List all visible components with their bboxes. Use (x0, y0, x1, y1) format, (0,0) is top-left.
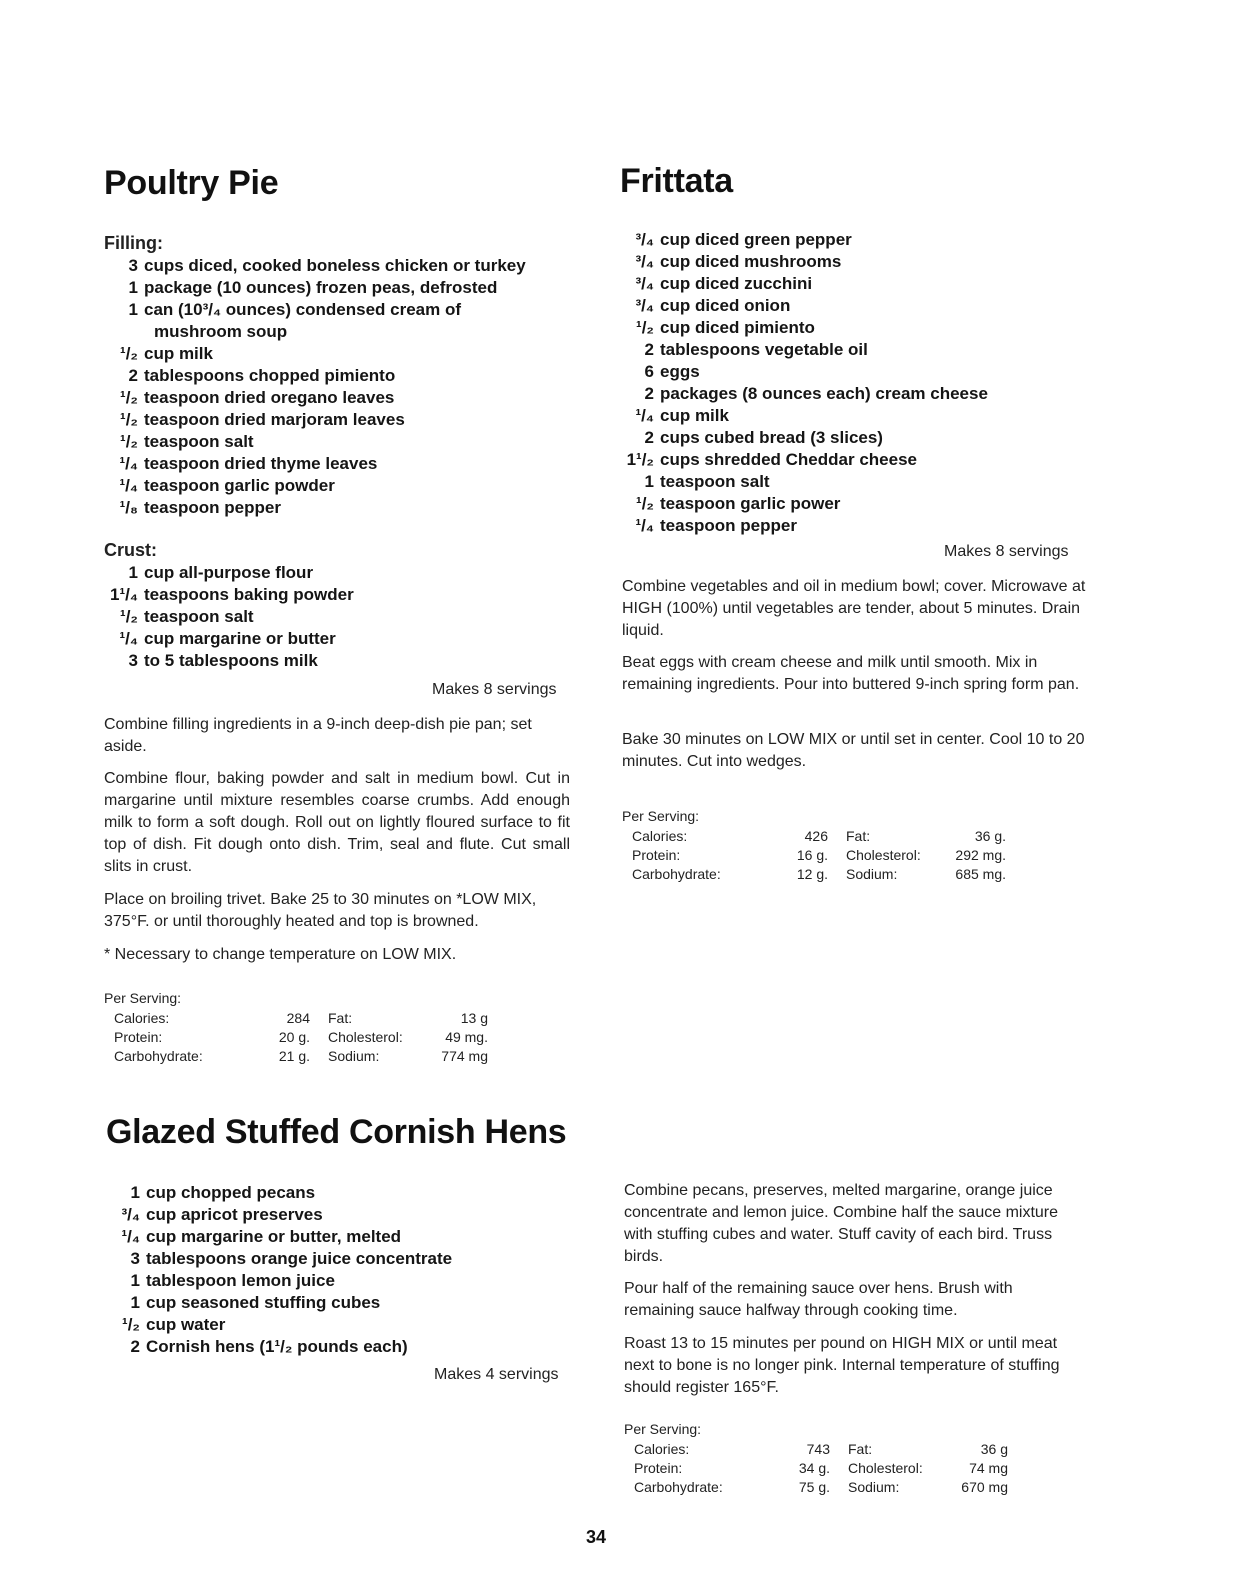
ingredient-item (104, 321, 526, 343)
nutrient-label: Calories: (114, 1010, 170, 1026)
ingredient-text: Cornish hens (1¹/₂ pounds each) (146, 1337, 408, 1356)
ingredient-item (106, 1314, 452, 1336)
ingredient-item (104, 431, 526, 453)
nutrient-value: 34 g. (798, 1460, 830, 1476)
frittata-nutrition (622, 807, 1006, 884)
ingredient-item (620, 251, 988, 273)
nutrient-label: Cholesterol: (328, 1029, 403, 1045)
ingredient-quantity: 2 (644, 428, 654, 447)
ingredient-quantity: ¹/₄ (119, 454, 138, 473)
cornish-hens-direction-2: Pour half of the remaining sauce over hens. Brush with remaining sauce halfway through cooking time. (624, 1280, 1013, 1319)
nutrition-row (632, 846, 1006, 865)
ingredient-text: teaspoon dried oregano leaves (144, 388, 395, 407)
ingredient-quantity: 1 (128, 300, 138, 319)
ingredient-text: cup apricot preserves (146, 1205, 323, 1224)
ingredient-quantity: 1 (644, 472, 654, 491)
nutrient-label: Fat: (846, 828, 871, 844)
ingredient-item (106, 1248, 452, 1270)
ingredient-item (620, 471, 988, 493)
ingredient-item (104, 365, 526, 387)
nutrient-value: 20 g. (278, 1029, 310, 1045)
ingredient-item (104, 584, 354, 606)
ingredient-quantity: 3 (130, 1249, 140, 1268)
nutrient-label: Cholesterol: (846, 847, 921, 863)
poultry-pie-footnote: * Necessary to change temperature on LOW MIX. (104, 946, 457, 963)
ingredient-text: cups shredded Cheddar cheese (660, 450, 917, 469)
ingredient-quantity: ¹/₂ (120, 388, 138, 407)
ingredient-quantity: ¹/₄ (635, 406, 654, 425)
ingredient-text: teaspoon pepper (660, 516, 797, 535)
nutrition-row (114, 1047, 488, 1066)
ingredient-quantity: ¹/₂ (122, 1315, 140, 1334)
cornish-hens-makes: Makes 4 servings (434, 1366, 559, 1383)
nutrient-label: Calories: (634, 1441, 690, 1457)
ingredient-text: teaspoon salt (144, 607, 254, 626)
ingredient-quantity: ³/₄ (635, 296, 654, 315)
ingredient-text: tablespoons vegetable oil (660, 340, 868, 359)
ingredient-quantity: 1 (128, 563, 138, 582)
ingredient-item (104, 606, 354, 628)
nutrition-row (114, 1009, 488, 1028)
nutrient-label: Protein: (634, 1460, 683, 1476)
nutrition-row (632, 827, 1006, 846)
poultry-pie-crust-list (104, 562, 354, 672)
nutrient-label: Calories: (632, 828, 688, 844)
ingredient-text: cup diced onion (660, 296, 791, 315)
poultry-pie-title: Poultry Pie (104, 164, 279, 202)
ingredient-item (620, 295, 988, 317)
ingredient-quantity: 3 (128, 651, 138, 670)
page-number: 34 (586, 1527, 607, 1547)
ingredient-text: eggs (660, 362, 700, 381)
nutrient-label: Fat: (848, 1441, 873, 1457)
cornish-hens-nutrition (624, 1420, 1008, 1497)
nutrient-label: Carbohydrate: (634, 1479, 723, 1495)
nutrient-label: Sodium: (846, 866, 898, 882)
ingredient-quantity: 1 (130, 1183, 140, 1202)
ingredient-quantity: 1 (130, 1271, 140, 1290)
frittata-ingredient-list (620, 229, 988, 537)
ingredient-text: teaspoon pepper (144, 498, 281, 517)
ingredient-item (620, 405, 988, 427)
nutrient-value: 75 g. (798, 1479, 830, 1495)
ingredient-item (620, 493, 988, 515)
nutrition-table (114, 1009, 488, 1066)
nutrient-value: 36 g (980, 1441, 1008, 1457)
ingredient-quantity: 1¹/₂ (626, 450, 654, 469)
ingredient-text: cup diced mushrooms (660, 252, 842, 271)
nutrient-value: 13 g (460, 1010, 488, 1026)
nutrient-value: 36 g. (974, 828, 1006, 844)
ingredient-quantity: 2 (644, 340, 654, 359)
ingredient-item (106, 1336, 452, 1358)
ingredient-text: teaspoon salt (144, 432, 254, 451)
nutrient-label: Protein: (114, 1029, 163, 1045)
ingredient-item (620, 449, 988, 471)
ingredient-text: teaspoon garlic powder (144, 476, 335, 495)
ingredient-text: tablespoons orange juice concentrate (146, 1249, 453, 1268)
ingredient-text: teaspoon dried marjoram leaves (144, 410, 405, 429)
ingredient-item (620, 427, 988, 449)
ingredient-quantity: ¹/₂ (120, 344, 138, 363)
ingredient-text: cup seasoned stuffing cubes (146, 1293, 381, 1312)
ingredient-quantity: ³/₄ (635, 252, 654, 271)
ingredient-item (620, 317, 988, 339)
ingredient-text: cup diced zucchini (660, 274, 813, 293)
ingredient-item (106, 1182, 452, 1204)
filling-label: Filling: (104, 233, 163, 253)
nutrient-value: 21 g. (278, 1048, 310, 1064)
ingredient-item (104, 343, 526, 365)
ingredient-text: cup chopped pecans (146, 1183, 316, 1202)
ingredient-item (104, 497, 526, 519)
ingredient-text: tablespoon lemon juice (146, 1271, 335, 1290)
ingredient-quantity: 1 (130, 1293, 140, 1312)
ingredient-text: teaspoons baking powder (144, 585, 354, 604)
ingredient-quantity: ³/₄ (635, 274, 654, 293)
nutrient-label: Fat: (328, 1010, 353, 1026)
ingredient-quantity: ¹/₄ (119, 629, 138, 648)
ingredient-quantity: ¹/₂ (636, 318, 654, 337)
nutrition-row (634, 1478, 1008, 1497)
ingredient-text: can (10³/₄ ounces) condensed cream of (144, 300, 462, 319)
nutrient-value: 16 g. (796, 847, 828, 863)
ingredient-text: cup margarine or butter (144, 629, 336, 648)
ingredient-quantity: ¹/₂ (120, 410, 138, 429)
nutrition-table (634, 1440, 1008, 1497)
ingredient-text: cup water (146, 1315, 226, 1334)
ingredient-quantity: 2 (130, 1337, 140, 1356)
ingredient-quantity: 1¹/₄ (110, 585, 138, 604)
ingredient-text: to 5 tablespoons milk (144, 651, 318, 670)
ingredient-item (104, 453, 526, 475)
nutrition-header: Per Serving: (104, 990, 182, 1006)
nutrient-value: 743 (806, 1441, 830, 1457)
ingredient-quantity: ¹/₄ (119, 476, 138, 495)
ingredient-text: cup milk (144, 344, 213, 363)
ingredient-item (620, 383, 988, 405)
nutrition-row (632, 865, 1006, 884)
ingredient-quantity: ¹/₂ (120, 607, 138, 626)
ingredient-item (620, 273, 988, 295)
ingredient-quantity: ¹/₂ (120, 432, 138, 451)
ingredient-item (104, 299, 526, 321)
frittata-direction-1: Combine vegetables and oil in medium bowl; cover. Microwave at HIGH (100%) until vegetables are tender, about 5 minutes. Drain liquid. (622, 578, 1086, 639)
ingredient-text: teaspoon garlic power (660, 494, 841, 513)
nutrition-row (634, 1459, 1008, 1478)
ingredient-quantity: 2 (644, 384, 654, 403)
nutrition-row (634, 1440, 1008, 1459)
nutrient-label: Sodium: (848, 1479, 900, 1495)
ingredient-quantity: ¹/₂ (636, 494, 654, 513)
nutrient-label: Sodium: (328, 1048, 380, 1064)
nutrient-value: 292 mg. (955, 847, 1006, 863)
nutrient-label: Cholesterol: (848, 1460, 923, 1476)
ingredient-text: mushroom soup (154, 322, 288, 341)
ingredient-quantity: ³/₄ (121, 1205, 140, 1224)
nutrient-value: 426 (804, 828, 828, 844)
nutrient-value: 774 mg (441, 1048, 488, 1064)
cornish-hens-direction-1: Combine pecans, preserves, melted margarine, orange juice concentrate and lemon juice. Combine half the sauce mixture with stuffing cubes and water. Stuff cavity of each bird. Truss birds. (624, 1182, 1059, 1265)
ingredient-text: teaspoon dried thyme leaves (144, 454, 378, 473)
poultry-pie-makes: Makes 8 servings (432, 681, 557, 698)
poultry-pie-direction-1: Combine filling ingredients in a 9-inch deep-dish pie pan; set aside. (104, 716, 532, 755)
ingredient-text: cups cubed bread (3 slices) (660, 428, 883, 447)
nutrient-label: Carbohydrate: (114, 1048, 203, 1064)
ingredient-quantity: 1 (128, 278, 138, 297)
ingredient-item (106, 1204, 452, 1226)
poultry-pie-direction-2: Combine flour, baking powder and salt in medium bowl. Cut in margarine until mixture resembles coarse crumbs. Add enough milk to form a soft dough. Roll out on lightly floured surface to fit top of dish. Fit dough onto dish. Trim, seal and flute. Cut small slits in crust. (104, 770, 570, 875)
nutrition-table (632, 827, 1006, 884)
ingredient-item (104, 277, 526, 299)
ingredient-quantity: ³/₄ (635, 230, 654, 249)
nutrient-value: 12 g. (796, 866, 828, 882)
ingredient-text: cup diced green pepper (660, 230, 852, 249)
ingredient-text: cups diced, cooked boneless chicken or turkey (144, 256, 526, 275)
ingredient-quantity: 2 (128, 366, 138, 385)
ingredient-text: packages (8 ounces each) cream cheese (660, 384, 988, 403)
ingredient-item (106, 1270, 452, 1292)
crust-label: Crust: (104, 540, 157, 560)
ingredient-text: tablespoons chopped pimiento (144, 366, 396, 385)
cornish-hens-title: Glazed Stuffed Cornish Hens (106, 1113, 567, 1151)
nutrition-row (114, 1028, 488, 1047)
frittata-direction-2: Beat eggs with cream cheese and milk until smooth. Mix in remaining ingredients. Pour into buttered 9-inch spring form pan. (622, 654, 1080, 693)
nutrient-value: 49 mg. (445, 1029, 488, 1045)
ingredient-quantity: ¹/₄ (121, 1227, 140, 1246)
ingredient-item (106, 1292, 452, 1314)
ingredient-item (104, 409, 526, 431)
ingredient-text: cup all-purpose flour (144, 563, 314, 582)
ingredient-quantity: 3 (128, 256, 138, 275)
ingredient-item (620, 229, 988, 251)
ingredient-item (104, 650, 354, 672)
ingredient-item (104, 387, 526, 409)
ingredient-text: package (10 ounces) frozen peas, defrosted (144, 278, 498, 297)
ingredient-item (106, 1226, 452, 1248)
ingredient-item (104, 628, 354, 650)
ingredient-quantity: ¹/₈ (119, 498, 138, 517)
ingredient-text: cup diced pimiento (660, 318, 815, 337)
cornish-hens-direction-3: Roast 13 to 15 minutes per pound on HIGH MIX or until meat next to bone is no longer pink. Internal temperature of stuffing should register 165°F. (624, 1335, 1060, 1396)
nutrition-header: Per Serving: (624, 1421, 702, 1437)
poultry-pie-direction-3: Place on broiling trivet. Bake 25 to 30 minutes on *LOW MIX, 375°F. or until thoroughly heated and top is browned. (104, 891, 537, 930)
ingredient-text: cup margarine or butter, melted (146, 1227, 402, 1246)
ingredient-quantity: ¹/₄ (635, 516, 654, 535)
nutrient-value: 74 mg (969, 1460, 1008, 1476)
nutrient-label: Protein: (632, 847, 681, 863)
ingredient-item (620, 361, 988, 383)
cornish-hens-ingredient-list (106, 1182, 452, 1358)
poultry-pie-nutrition (104, 989, 488, 1066)
ingredient-item (104, 255, 526, 277)
ingredient-item (620, 339, 988, 361)
ingredient-item (620, 515, 988, 537)
ingredient-text: teaspoon salt (660, 472, 770, 491)
nutrient-label: Carbohydrate: (632, 866, 721, 882)
ingredient-item (104, 475, 526, 497)
nutrient-value: 685 mg. (955, 866, 1006, 882)
nutrition-header: Per Serving: (622, 808, 700, 824)
ingredient-quantity: 6 (644, 362, 654, 381)
nutrient-value: 670 mg (961, 1479, 1008, 1495)
ingredient-text: cup milk (660, 406, 729, 425)
frittata-makes: Makes 8 servings (944, 543, 1069, 560)
poultry-pie-filling-list (104, 255, 526, 519)
frittata-direction-3: Bake 30 minutes on LOW MIX or until set in center. Cool 10 to 20 minutes. Cut into wedges. (622, 731, 1085, 770)
frittata-title: Frittata (620, 162, 733, 200)
nutrient-value: 284 (286, 1010, 310, 1026)
ingredient-item (104, 562, 354, 584)
